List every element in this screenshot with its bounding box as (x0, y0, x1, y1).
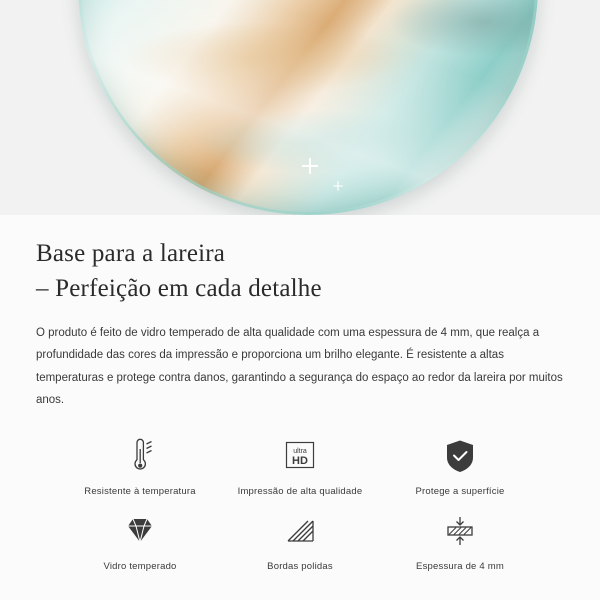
feature-label: Impressão de alta qualidade (237, 485, 363, 497)
svg-text:HD: HD (292, 454, 308, 467)
feature-item-surface-protection (380, 436, 540, 497)
polished-edges-icon (282, 511, 318, 551)
feature-label: Resistente à temperatura (84, 485, 196, 497)
content-block (0, 215, 600, 572)
description-paragraph: O produto é feito de vidro temperado de alta qualidade com uma espessura de 4 mm, que realça a profundidade das cores da impressão e proporciona um brilho elegante. É resistente a altas temperaturas e protege contra danos, garantindo a segurança do espaço ao redor da lareira por muitos anos. (36, 327, 563, 407)
headline-line-2: – Perfeição em cada detalhe (36, 274, 322, 302)
feature-item-polished-edges (220, 511, 380, 572)
feature-item-tempered-glass (60, 511, 220, 572)
feature-label: Bordas polidas (267, 560, 333, 572)
headline-line-1: Base para a lareira (36, 240, 226, 267)
thickness-arrows-icon (440, 511, 480, 551)
feature-item-thickness (380, 511, 540, 572)
glass-plate-graphic (78, 0, 538, 215)
page-title (36, 237, 564, 306)
hero-image (0, 0, 600, 215)
feature-grid (36, 436, 564, 572)
svg-text:ultra: ultra (293, 447, 307, 455)
feature-item-print-quality (220, 436, 380, 497)
shield-check-icon (443, 436, 477, 476)
feature-label: Vidro temperado (103, 560, 177, 572)
feature-label: Espessura de 4 mm (416, 560, 504, 572)
feature-label: Protege a superfície (415, 485, 505, 497)
ultra-hd-icon (282, 436, 318, 476)
diamond-icon (122, 511, 158, 551)
thermometer-icon (123, 436, 157, 476)
feature-item-temperature (60, 436, 220, 497)
